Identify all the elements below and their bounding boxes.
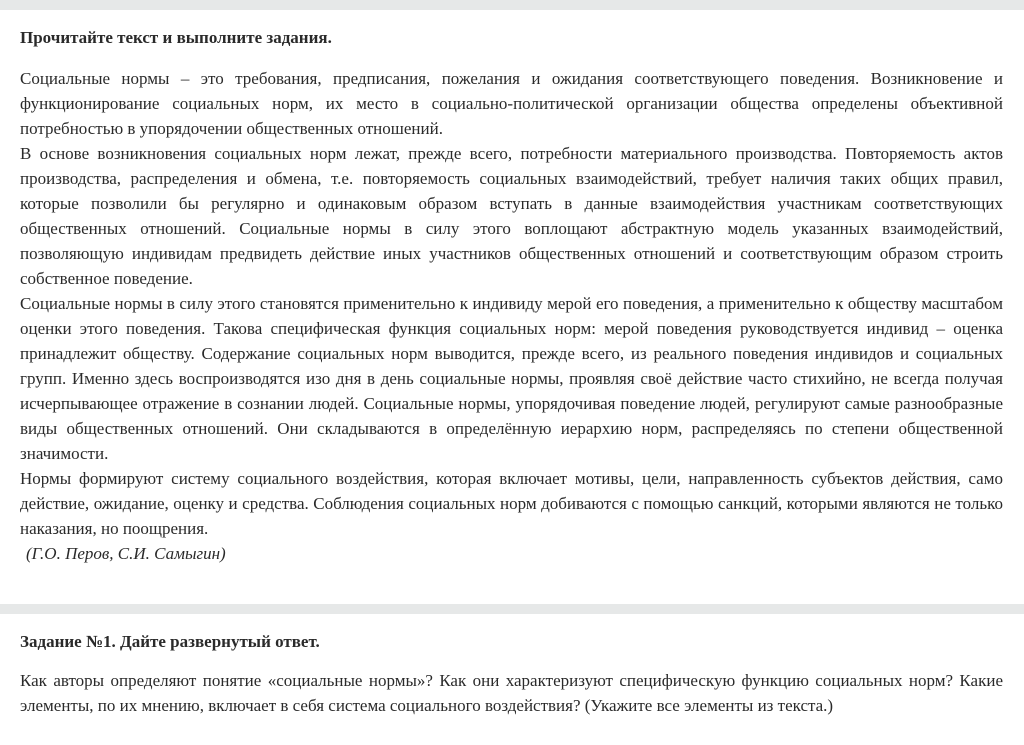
task-panel [0, 614, 1024, 745]
text-paragraph-3: Социальные нормы в силу этого становятся применительно к индивиду мерой его поведения, а применительно к обществу масштабом оценки этого поведения. Такова специфическая функция социальных норм: мерой поведения руководствуется индивид – оценка принадлежит обществу. Содержание социальных норм выводится, прежде всего, из реального поведения индивидов и социальных групп. Именно здесь воспроизводятся изо дня в день социальные нормы, проявляя своё действие часто стихийно, не всегда получая исчерпывающее отражение в сознании людей. Социальные нормы, упорядочивая поведение людей, регулируют самые разнообразные виды общественных отношений. Они складываются в определённую иерархию норм, распределяясь по степени общественной значимости. [20, 294, 1003, 463]
text-paragraph-2: В основе возникновения социальных норм лежат, прежде всего, потребности материального производства. Повторяемость актов производства, распределения и обмена, т.е. повторяемость социальных взаимодействий, требует наличия таких общих правил, которые позволили бы регулярно и одинаковым образом вступать в данные взаимодействия участникам соответствующих общественных отношений. Социальные нормы в силу этого воплощают абстрактную модель указанных взаимодействий, позволяющую индивидам предвидеть действие иных участников общественных отношений и соответствующим образом строить собственное поведение. [20, 144, 1003, 288]
text-paragraph-4: Нормы формируют систему социального воздействия, которая включает мотивы, цели, направленность субъектов действия, само действие, ожидание, оценку и средства. Соблюдения социальных норм добиваются с помощью санкций, которыми являются не только наказания, но поощрения. [20, 469, 1003, 538]
reading-text-panel [0, 10, 1024, 604]
text-authors: (Г.О. Перов, С.И. Самыгин) [26, 544, 226, 563]
task-heading: Задание №1. Дайте развернутый ответ. [20, 632, 320, 651]
reading-instruction-heading: Прочитайте текст и выполните задания. [20, 28, 332, 47]
task-question: Как авторы определяют понятие «социальные нормы»? Как они характеризуют специфическую функцию социальных норм? Какие элементы, по их мнению, включает в себя система социального воздействия? (Укажите все элементы из текста.) [20, 671, 1003, 715]
text-paragraph-1: Социальные нормы – это требования, предписания, пожелания и ожидания соответствующего поведения. Возникновение и функционирование социальных норм, их место в социально-политической организации общества определены объективной потребностью в упорядочении общественных отношений. [20, 69, 1003, 138]
